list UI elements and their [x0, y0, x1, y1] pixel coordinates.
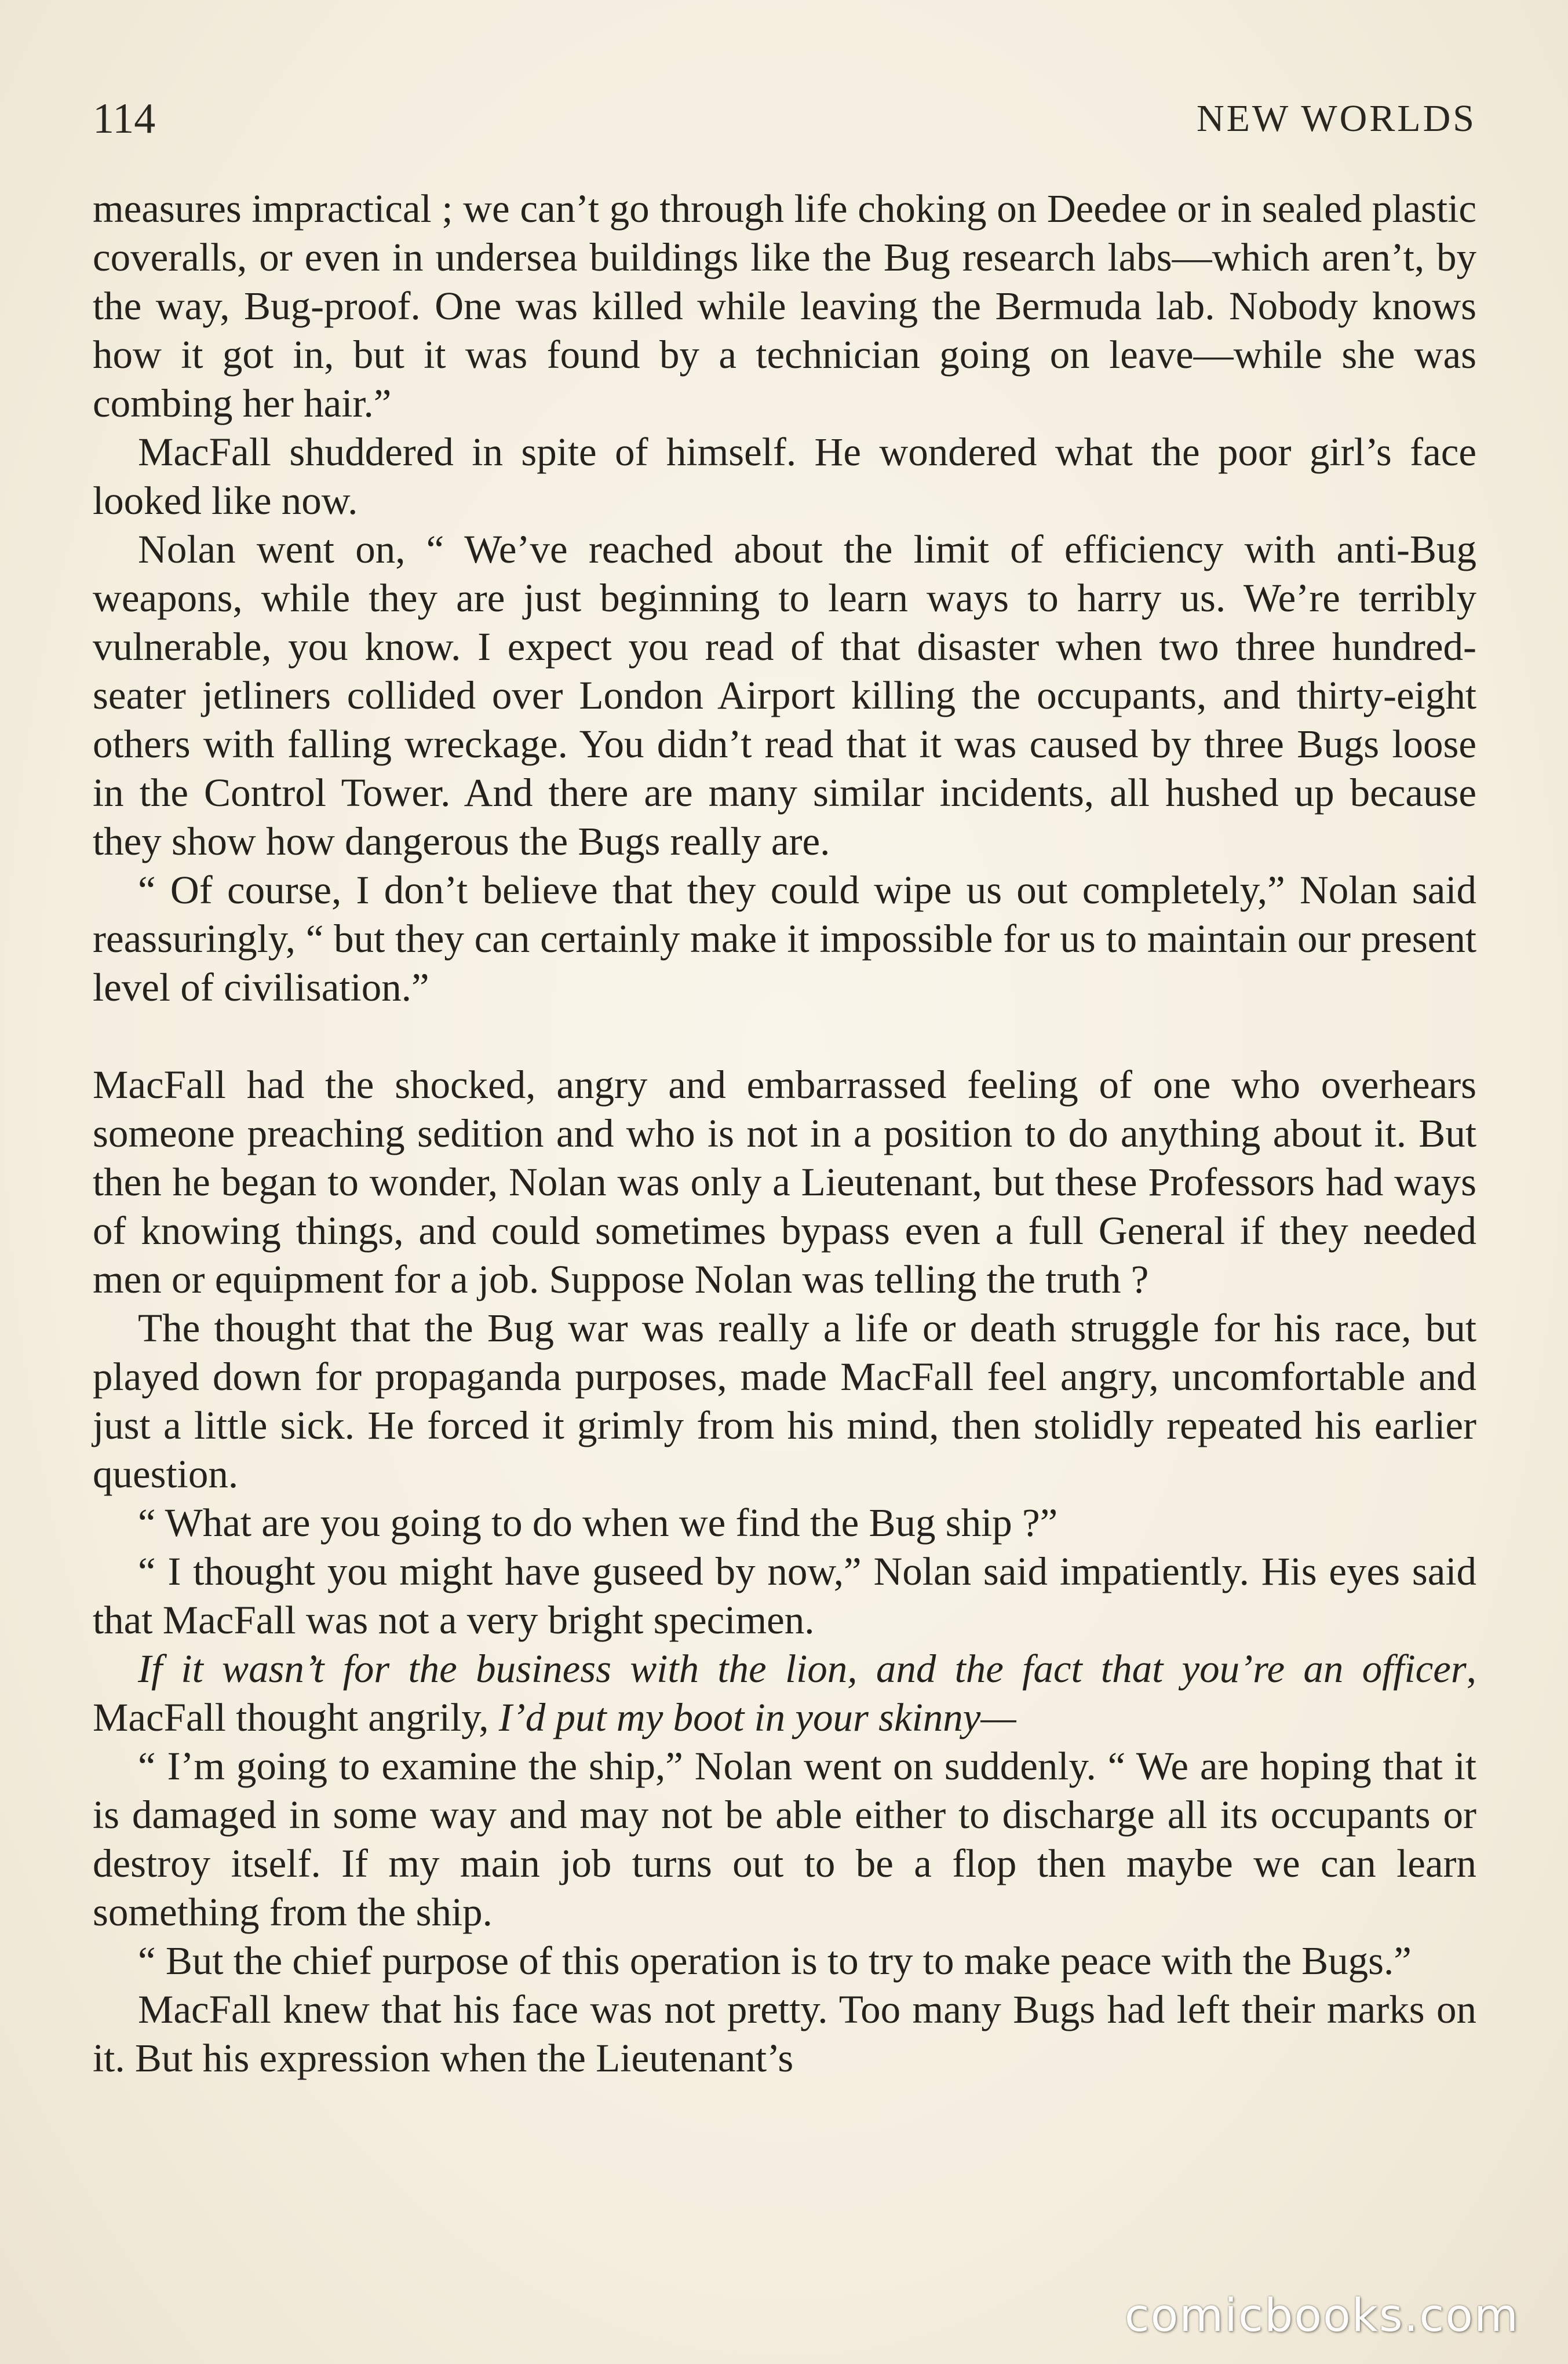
- paragraph-9: [93, 1644, 1476, 1742]
- italic-thought-2: I’d put my boot in your skinny—: [498, 1695, 1016, 1739]
- page-number: 114: [93, 95, 156, 143]
- paragraph-3: Nolan went on, “ We’ve reached about the limit of efficiency with anti-Bug weapons, while they are just beginning to learn ways to harry us. We’re terribly vulnerable, you know. I expect you read of that disaster when two three hundred-seater jetliners collided over London Airport killing the occupants, and thirty-eight others with falling wreckage. You didn’t read that it was caused by three Bugs loose in the Control Tower. And there are many similar incidents, all hushed up because they show how dangerous the Bugs really are.: [93, 527, 1476, 863]
- paragraph-11: “ But the chief purpose of this operation is to try to make peace with the Bugs.”: [138, 1939, 1412, 1983]
- paragraph-7: “ What are you going to do when we find the Bug ship ?”: [138, 1501, 1058, 1545]
- paragraph-6: The thought that the Bug war was really a life or death struggle for his race, but played down for propaganda purposes, made MacFall feel angry, uncomfortable and just a little sick. He forced it grimly from his mind, then stolidly repeated his earlier question.: [93, 1306, 1476, 1496]
- running-head: NEW WORLDS: [1196, 97, 1476, 140]
- paragraph-1: measures impractical ; we can’t go through life choking on Deedee or in sealed plastic coveralls, or even in undersea buildings like the Bug research labs—which aren’t, by the way, Bug-proof. One was killed while leaving the Bermuda lab. Nobody knows how it got in, but it was found by a technician going on leave—while she was combing her hair.”: [93, 187, 1476, 425]
- paragraph-10: “ I’m going to examine the ship,” Nolan went on suddenly. “ We are hoping that it is damaged in some way and may not be able either to discharge all its occupants or destroy itself. If my main job turns out to be a flop then maybe we can learn something from the ship.: [93, 1744, 1476, 1934]
- paragraph-8: “ I thought you might have guseed by now,” Nolan said impatiently. His eyes said that MacFall was not a very bright specimen.: [93, 1549, 1476, 1642]
- paragraph-2: MacFall shuddered in spite of himself. He wondered what the poor girl’s face looked like now.: [93, 430, 1476, 523]
- page-header: [93, 87, 1476, 151]
- body-text: [93, 184, 1476, 2082]
- italic-thought-1: If it wasn’t for the business with the lion, and the fact that you’re an officer: [138, 1647, 1467, 1691]
- paragraph-12: MacFall knew that his face was not pretty. Too many Bugs had left their marks on it. But his expression when the Lieutenant’s: [93, 1987, 1476, 2080]
- watermark: comicbooks.com: [1124, 2290, 1519, 2342]
- thought-attribution: , MacFall thought angrily,: [93, 1647, 1476, 1739]
- paragraph-5: MacFall had the shocked, angry and embarrassed feeling of one who overhears someone preaching sedition and who is not in a position to do anything about it. But then he began to wonder, Nolan was only a Lieutenant, but these Professors had ways of knowing things, and could sometimes bypass even a full General if they needed men or equipment for a job. Suppose Nolan was telling the truth ?: [93, 1063, 1476, 1301]
- paragraph-4: “ Of course, I don’t believe that they could wipe us out completely,” Nolan said reassuringly, “ but they can certainly make it impossible for us to maintain our present level of civilisation.”: [93, 868, 1476, 1009]
